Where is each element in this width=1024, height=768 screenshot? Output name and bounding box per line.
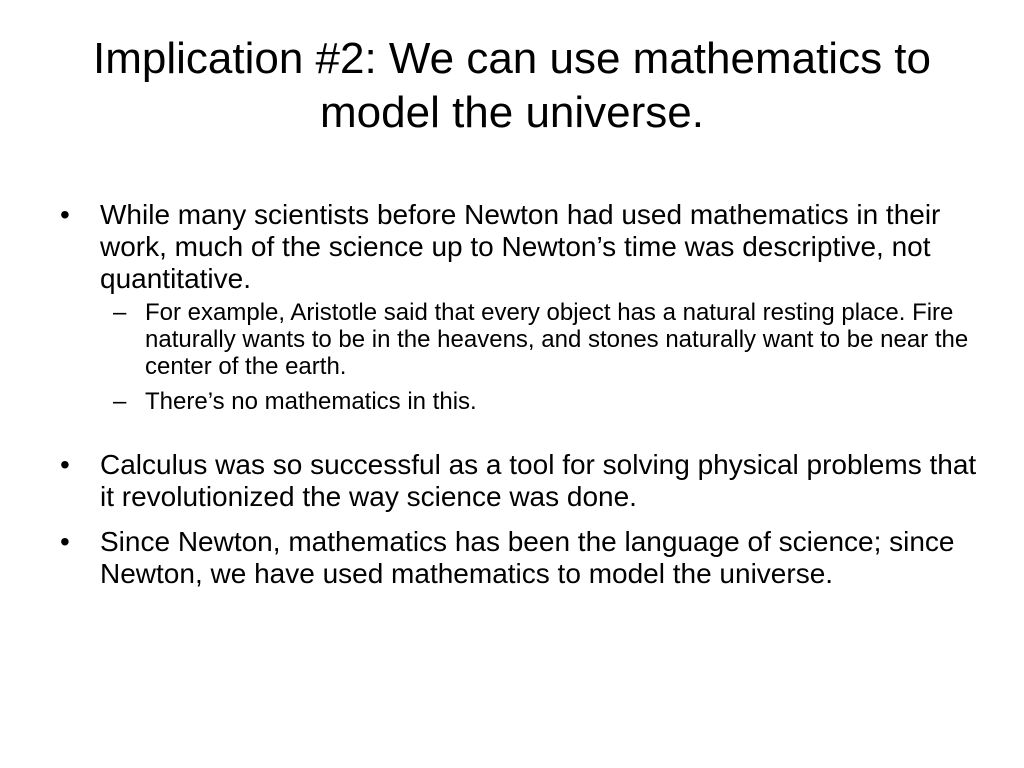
bullet-marker: • [60, 199, 70, 230]
bullet-item [60, 526, 980, 590]
bullet-item [60, 199, 980, 415]
sub-bullet-list [100, 299, 980, 415]
sub-bullet-item [100, 299, 980, 380]
bullet-text: Calculus was so successful as a tool for solving physical problems that it revolutionized the way science was done. [100, 449, 977, 512]
bullet-text: Since Newton, mathematics has been the language of science; since Newton, we have used mathematics to model the universe. [100, 526, 955, 589]
sub-bullet-marker: – [113, 299, 127, 326]
sub-bullet-text: For example, Aristotle said that every object has a natural resting place. Fire naturally wants to be in the heavens, and stones naturally want to be near the center of the earth. [145, 299, 969, 380]
sub-bullet-text: There’s no mathematics in this. [145, 388, 477, 415]
sub-bullet-marker: – [113, 388, 127, 415]
bullet-text: While many scientists before Newton had used mathematics in their work, much of the science up to Newton’s time was descriptive, not quantitative. [100, 199, 941, 294]
bullet-marker: • [60, 526, 70, 557]
slide-title: Implication #2: We can use mathematics to model the universe. [92, 34, 932, 137]
bullet-list [60, 199, 980, 590]
sub-bullet-item [100, 388, 980, 415]
bullet-marker: • [60, 449, 70, 480]
bullet-item [60, 449, 980, 513]
